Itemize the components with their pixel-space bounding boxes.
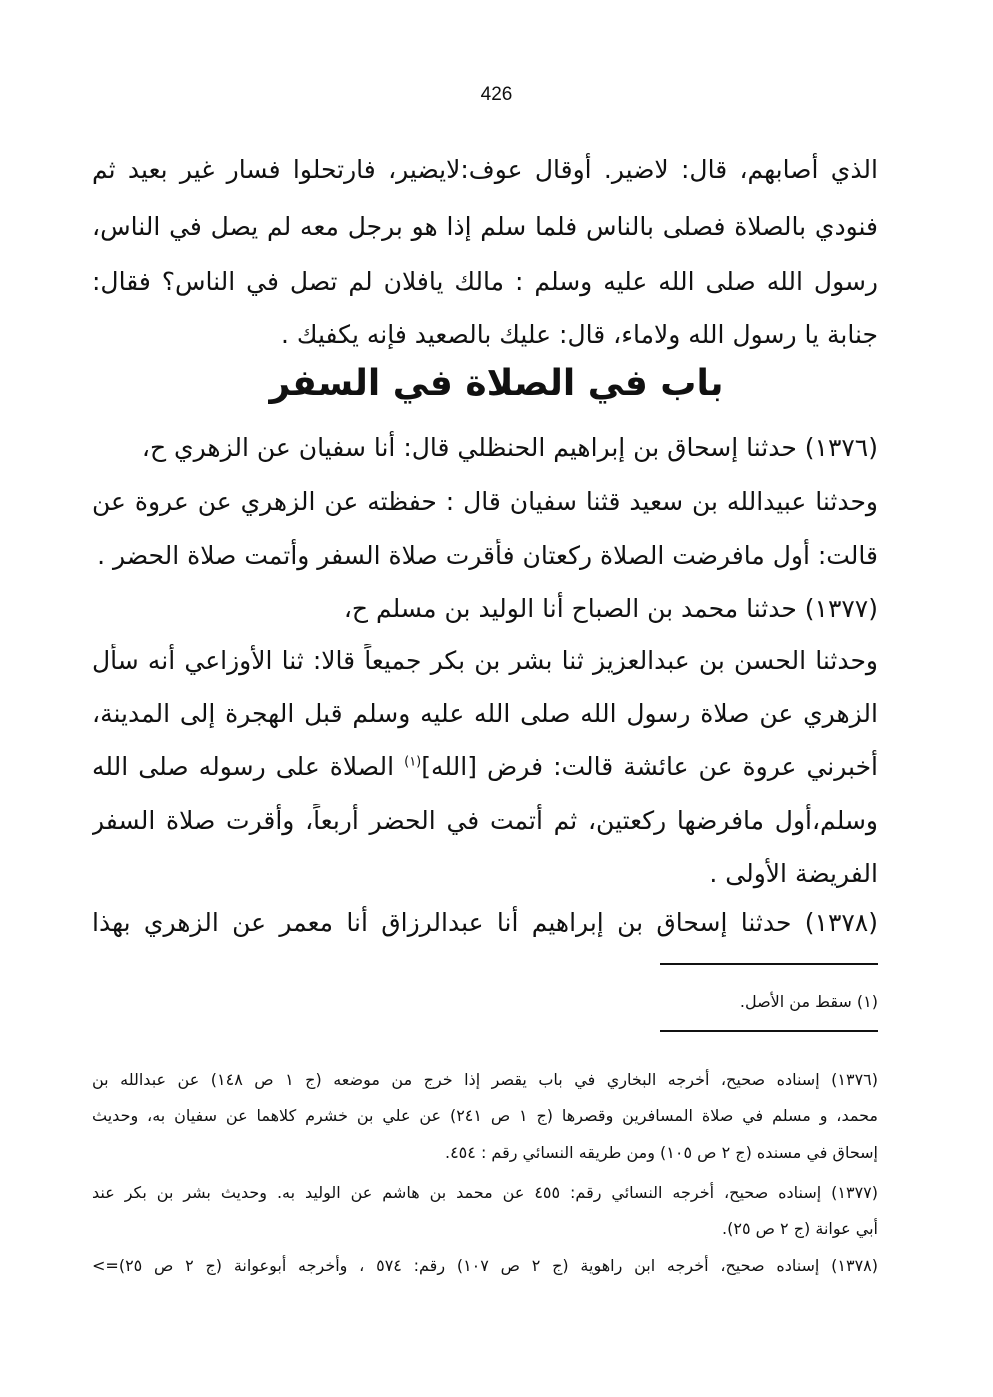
footnote-1376-line-2: محمد، و مسلم في صلاة المسافرين وقصرها (ج ١ ص ٢٤١) عن علي بن خشرم كلاهما عن سفيان به، وحديث bbox=[92, 1106, 878, 1125]
hadith-1377-line-4-start: أخبرني عروة عن عائشة قالت: فرض [الله] bbox=[421, 752, 878, 781]
hadith-1378-line-1: (١٣٧٨) حدثنا إسحاق بن إبراهيم أنا عبدالرزاق أنا معمر عن الزهري بهذا bbox=[92, 908, 878, 937]
page-number: 426 bbox=[480, 84, 513, 105]
margin-note: (١) سقط من الأصل. bbox=[739, 992, 878, 1011]
footnote-rule-bottom bbox=[660, 1030, 878, 1032]
body-line-1: الذي أصابهم، قال: لاضير. أوقال عوف:لايضير، فارتحلوا فسار غير بعيد ثم bbox=[92, 155, 878, 184]
footnote-ref-1: (١) bbox=[404, 754, 422, 770]
hadith-1376-line-1: (١٣٧٦) حدثنا إسحاق بن إبراهيم الحنظلي قال: أنا سفيان عن الزهري ح، bbox=[141, 433, 878, 462]
hadith-1377-line-1: (١٣٧٧) حدثنا محمد بن الصباح أنا الوليد بن مسلم ح، bbox=[343, 594, 878, 623]
footnote-1376-line-1: (١٣٧٦) إسناده صحيح، أخرجه البخاري في باب يقصر إذا خرج من موضعه (ج ١ ص ١٤٨) عن عبدالله بن bbox=[92, 1070, 878, 1089]
hadith-1377-line-5: وسلم،أول مافرضها ركعتين، ثم أتمت في الحضر أربعاً، وأقرت صلاة السفر bbox=[92, 806, 878, 835]
hadith-1376-line-3: قالت: أول مافرضت الصلاة ركعتان فأقرت صلاة السفر وأتمت صلاة الحضر . bbox=[97, 541, 878, 570]
body-line-3: رسول الله صلى الله عليه وسلم : مالك يافلان لم تصل في الناس؟ فقال: bbox=[92, 267, 878, 296]
footnote-1376-line-3: إسحاق في مسنده (ج ٢ ص ١٠٥) ومن طريقه النسائي رقم : ٤٥٤. bbox=[444, 1143, 878, 1162]
footnote-1378-line-1: (١٣٧٨) إسناده صحيح، أخرجه ابن راهوية (ج ٢ ص ١٠٧) رقم: ٥٧٤ ، وأخرجه أبوعوانة (ج ٢ ص ٢٥)=> bbox=[92, 1256, 878, 1275]
hadith-1377-line-6: الفريضة الأولى . bbox=[709, 859, 878, 888]
body-line-4: جنابة يا رسول الله ولاماء، قال: عليك بالصعيد فإنه يكفيك . bbox=[281, 320, 878, 349]
body-line-2: فنودي بالصلاة فصلى بالناس فلما سلم إذا هو برجل معه لم يصل في الناس، bbox=[92, 212, 878, 241]
chapter-heading: باب في الصلاة في السفر bbox=[269, 363, 724, 404]
hadith-1377-line-4 bbox=[92, 750, 878, 784]
hadith-1376-line-2: وحدثنا عبيدالله بن سعيد قثنا سفيان قال : حفظته عن الزهري عن عروة عن bbox=[92, 487, 878, 516]
hadith-1377-line-3: الزهري عن صلاة رسول الله صلى الله عليه وسلم قبل الهجرة إلى المدينة، bbox=[92, 699, 878, 728]
footnote-rule-top bbox=[660, 963, 878, 965]
hadith-1377-line-2: وحدثنا الحسن بن عبدالعزيز ثنا بشر بن بكر جميعاً قالا: ثنا الأوزاعي أنه سأل bbox=[92, 646, 878, 675]
footnote-1377-line-1: (١٣٧٧) إسناده صحيح، أخرجه النسائي رقم: ٤٥٥ عن محمد بن هاشم عن الوليد به. وحديث بشر بن بكر عند bbox=[92, 1183, 878, 1202]
hadith-1377-line-4-end: الصلاة على رسوله صلى الله bbox=[92, 752, 395, 781]
footnote-1377-line-2: أبي عوانة (ج ٢ ص ٢٥). bbox=[722, 1219, 878, 1238]
